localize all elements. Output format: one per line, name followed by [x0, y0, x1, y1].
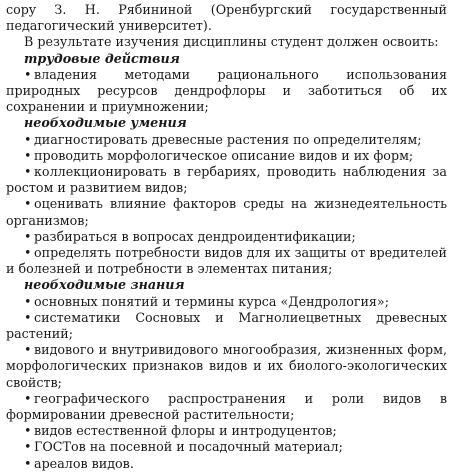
bullet-icon: • [24, 66, 32, 82]
list-item [6, 294, 447, 310]
list-item [6, 229, 447, 245]
list-item [6, 132, 447, 148]
list-item-text: видового и внутривидового многообразия, жизненных форм, морфологических признаков видов и их биолого-экологических свойств; [6, 342, 447, 390]
bullet-icon: • [24, 245, 32, 261]
list-item-text: проводить морфологическое описание видов и их форм; [34, 147, 414, 163]
intro-paragraph: copy З. Н. Рябининой (Оренбургский государственный педагогический университет). [6, 2, 447, 34]
list-item [6, 456, 447, 472]
list-item-text: оценивать влияние факторов среды на жизнедеятельность организмов; [6, 196, 447, 228]
list-item-text: определять потребности видов для их защиты от вредителей и болезней и потребности в элементах питания; [6, 245, 447, 277]
list-item-text: систематики Сосновых и Магнолиецветных древесных растений; [6, 309, 447, 342]
list-item [6, 310, 447, 342]
bullet-icon: • [24, 423, 32, 439]
list-item-text: географического распространения и роли видов в формировании древесной растительности; [6, 390, 447, 423]
list-item [6, 245, 447, 277]
document-page [6, 2, 447, 472]
section-heading-labor-actions: трудовые действия [24, 50, 180, 66]
list-item [6, 67, 447, 116]
list-item [6, 148, 447, 164]
bullet-icon: • [24, 196, 32, 212]
bullet-icon: • [24, 455, 32, 471]
bullet-icon: • [24, 293, 32, 309]
bullet-icon: • [24, 131, 32, 147]
list-item [6, 196, 447, 228]
bullet-icon: • [24, 147, 32, 163]
section-heading-required-skills: необходимые умения [24, 115, 187, 131]
list-item-text: основных понятий и термины курса «Дендрология»; [34, 293, 389, 309]
list-item [6, 391, 447, 423]
bullet-icon: • [24, 228, 32, 244]
list-item [6, 164, 447, 196]
list-item [6, 342, 447, 391]
list-item-text: коллекционировать в гербариях, проводить наблюдения за ростом и развитием видов; [6, 164, 447, 196]
list-item-text: разбираться в вопросах дендроидентификации; [34, 228, 356, 244]
list-item [6, 439, 447, 455]
list-item-text: диагностировать древесные растения по определителям; [34, 131, 422, 147]
list-item-text: ГОСТов на посевной и посадочный материал; [34, 439, 343, 455]
bullet-icon: • [24, 439, 32, 455]
list-item-text: видов естественной флоры и интродуцентов; [34, 423, 337, 439]
lead-paragraph: В результате изучения дисциплины студент должен освоить: [24, 34, 439, 50]
section-heading-required-knowledge: необходимые знания [24, 277, 185, 293]
list-item [6, 423, 447, 439]
bullet-icon: • [24, 342, 32, 358]
list-item-text: ареалов видов. [34, 455, 134, 471]
bullet-icon: • [24, 164, 32, 180]
list-item-text: владения методами рационального использования природных ресурсов дендрофлоры и заботиться об их сохранении и приумножении; [6, 66, 447, 115]
bullet-icon: • [24, 390, 32, 406]
bullet-icon: • [24, 309, 32, 325]
